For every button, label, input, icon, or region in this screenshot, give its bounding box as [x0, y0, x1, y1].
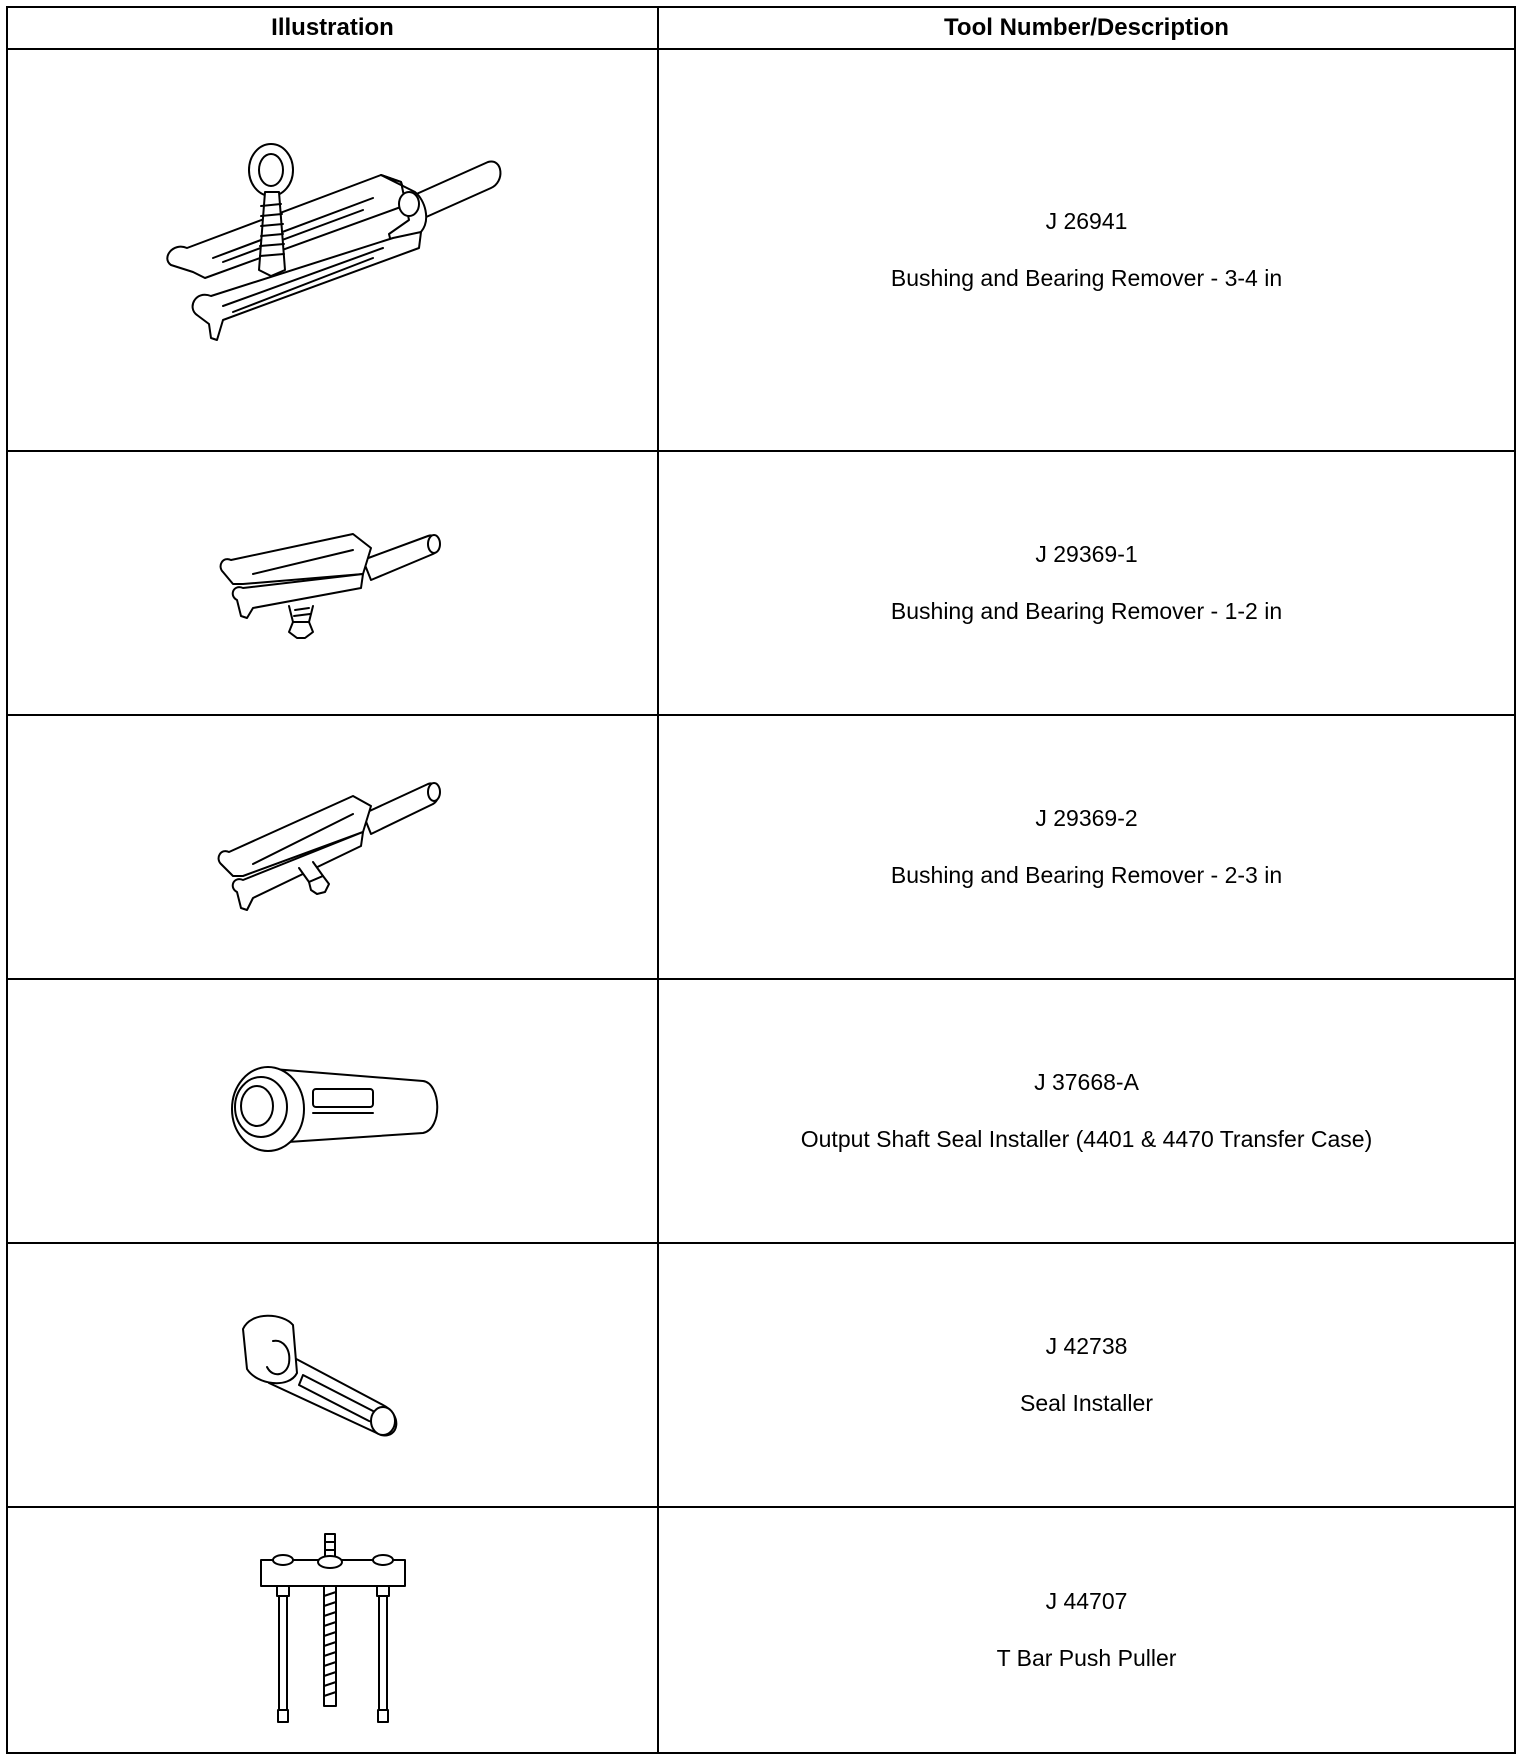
tool-number: J 26941 [1045, 208, 1128, 234]
table-row [7, 451, 1515, 715]
tool-description: Bushing and Bearing Remover - 3-4 in [890, 265, 1283, 291]
tool-number: J 29369-2 [1035, 805, 1138, 831]
tool-number: J 44707 [1045, 1588, 1128, 1614]
table-row [7, 715, 1515, 979]
table-row [7, 1243, 1515, 1507]
tool-description: Output Shaft Seal Installer (4401 & 4470 Transfer Case) [800, 1126, 1373, 1152]
table-row [7, 1507, 1515, 1753]
description-cell [658, 1243, 1515, 1507]
tool-number: J 37668-A [1034, 1069, 1139, 1095]
description-cell [658, 1507, 1515, 1753]
description-cell [658, 49, 1515, 451]
t-bar-push-puller-icon [253, 1530, 413, 1730]
bushing-bearing-remover-medium-icon [213, 772, 453, 922]
illustration-header: Illustration [7, 7, 658, 49]
tool-header: Tool Number/Description [658, 7, 1515, 49]
special-tools-table [6, 6, 1516, 1754]
tool-number: J 42738 [1045, 1333, 1128, 1359]
tool-description: Bushing and Bearing Remover - 1-2 in [890, 598, 1283, 624]
output-shaft-seal-installer-icon [213, 1051, 453, 1171]
illustration-cell [7, 1243, 658, 1507]
tool-description: T Bar Push Puller [996, 1645, 1177, 1671]
description-cell [658, 451, 1515, 715]
table-row [7, 49, 1515, 451]
bushing-bearing-remover-large-icon [153, 130, 513, 370]
tool-description: Bushing and Bearing Remover - 2-3 in [890, 862, 1283, 888]
tool-description: Seal Installer [1020, 1390, 1153, 1416]
illustration-cell [7, 49, 658, 451]
description-cell [658, 715, 1515, 979]
header-row [7, 7, 1515, 49]
illustration-cell [7, 715, 658, 979]
illustration-cell [7, 1507, 658, 1753]
bushing-bearing-remover-small-icon [213, 518, 453, 648]
seal-installer-icon [233, 1305, 433, 1445]
table-row [7, 979, 1515, 1243]
illustration-cell [7, 451, 658, 715]
description-cell [658, 979, 1515, 1243]
illustration-cell [7, 979, 658, 1243]
tool-number: J 29369-1 [1035, 541, 1138, 567]
